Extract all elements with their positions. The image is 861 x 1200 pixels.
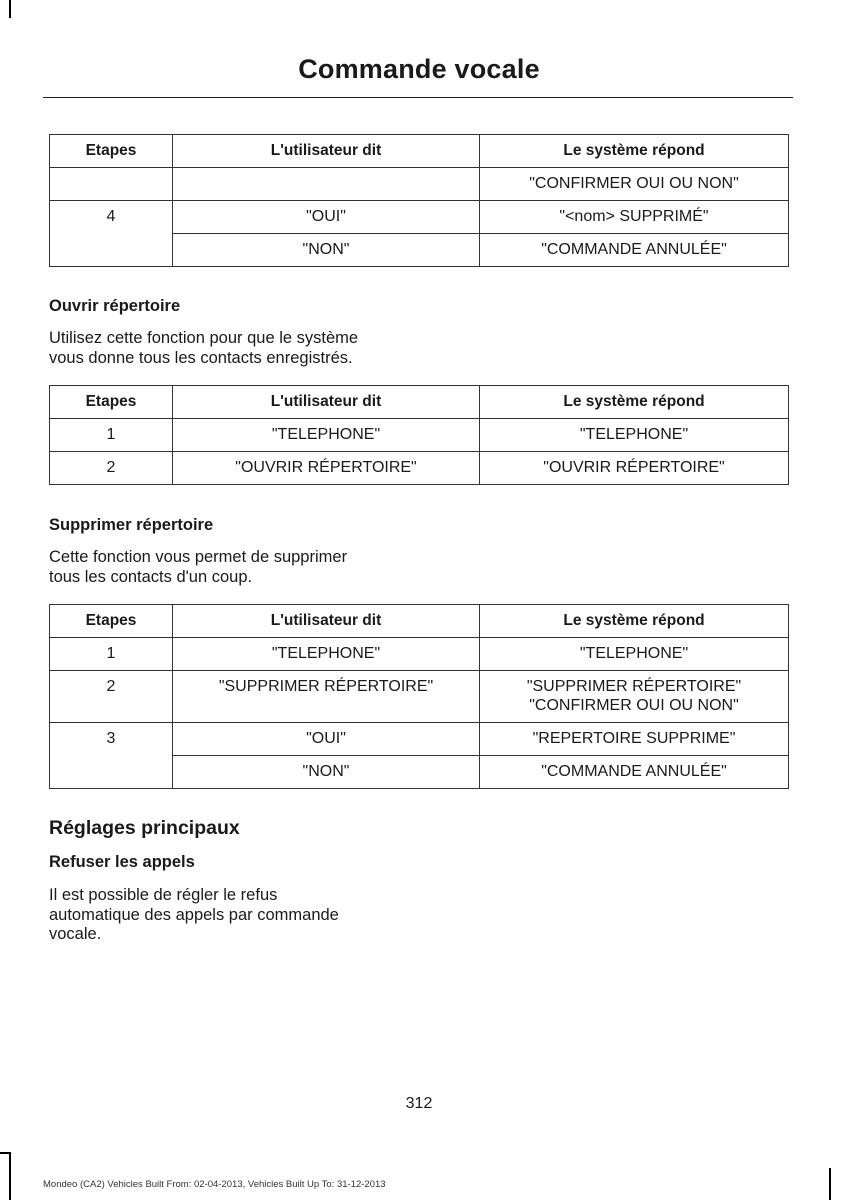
table-header-row	[50, 386, 789, 419]
text-line: vous donne tous les contacts enregistrés.	[49, 348, 353, 367]
subheading-reject-calls: Refuser les appels	[49, 853, 195, 871]
cell-system	[480, 671, 789, 723]
text-line: Il est possible de régler le refus	[49, 886, 278, 904]
col-header-system-responds: Le système répond	[480, 386, 789, 419]
table-header-row	[50, 605, 789, 638]
table-row	[50, 638, 789, 671]
cell-system: "COMMANDE ANNULÉE"	[480, 234, 789, 267]
cell-user: "OUI"	[173, 201, 480, 234]
table-row	[50, 723, 789, 756]
cell-step	[50, 168, 173, 201]
cell-system: "CONFIRMER OUI OU NON"	[480, 168, 789, 201]
table-row	[50, 201, 789, 234]
cell-system: "REPERTOIRE SUPPRIME"	[480, 723, 789, 756]
cell-step: 2	[50, 671, 173, 723]
col-header-system-responds: Le système répond	[480, 605, 789, 638]
crop-mark-top-left	[9, 0, 11, 18]
crop-mark-bottom-left-horizontal	[0, 1152, 11, 1154]
text-line: Utilisez cette fonction pour que le système	[49, 329, 359, 347]
cell-user: "NON"	[173, 756, 480, 789]
cell-system: "TELEPHONE"	[480, 419, 789, 452]
table-row	[50, 419, 789, 452]
page-title: Commande vocale	[298, 54, 540, 84]
cell-user: "OUVRIR RÉPERTOIRE"	[173, 452, 480, 485]
cell-user: "SUPPRIMER RÉPERTOIRE"	[173, 671, 480, 723]
col-header-steps: Etapes	[50, 605, 173, 638]
cell-system: "<nom> SUPPRIMÉ"	[480, 201, 789, 234]
crop-mark-bottom-left	[9, 1152, 11, 1200]
page-number: 312	[405, 1095, 433, 1112]
cell-step: 2	[50, 452, 173, 485]
col-header-user-says: L'utilisateur dit	[173, 605, 480, 638]
section-text-delete-directory	[49, 548, 419, 587]
crop-mark-bottom-right	[829, 1168, 831, 1200]
cell-user: "OUI"	[173, 723, 480, 756]
cell-step: 1	[50, 419, 173, 452]
cell-step: 1	[50, 638, 173, 671]
col-header-steps: Etapes	[50, 386, 173, 419]
section-heading-delete-directory: Supprimer répertoire	[49, 516, 214, 534]
cell-system-line: "SUPPRIMER RÉPERTOIRE"	[526, 678, 742, 695]
cell-system: "TELEPHONE"	[480, 638, 789, 671]
section-heading-main-settings: Réglages principaux	[49, 817, 240, 839]
table-open-directory	[49, 385, 789, 485]
cell-system: "COMMANDE ANNULÉE"	[480, 756, 789, 789]
table-delete-directory	[49, 604, 789, 789]
section-text-reject-calls	[49, 886, 419, 945]
table-row	[50, 168, 789, 201]
text-line: automatique des appels par commande	[49, 905, 339, 924]
text-line: vocale.	[49, 925, 102, 943]
cell-user	[173, 168, 480, 201]
table-row	[50, 671, 789, 723]
col-header-steps: Etapes	[50, 135, 173, 168]
col-header-system-responds: Le système répond	[480, 135, 789, 168]
section-text-open-directory	[49, 329, 419, 368]
table-delete-contact-continued	[49, 134, 789, 267]
col-header-user-says: L'utilisateur dit	[173, 135, 480, 168]
cell-system-line: "CONFIRMER OUI OU NON"	[529, 697, 739, 714]
cell-user: "TELEPHONE"	[173, 419, 480, 452]
text-line: Cette fonction vous permet de supprimer	[49, 548, 348, 566]
text-line: tous les contacts d'un coup.	[49, 567, 253, 586]
cell-user: "TELEPHONE"	[173, 638, 480, 671]
section-heading-open-directory: Ouvrir répertoire	[49, 297, 181, 315]
cell-system: "OUVRIR RÉPERTOIRE"	[480, 452, 789, 485]
col-header-user-says: L'utilisateur dit	[173, 386, 480, 419]
cell-user: "NON"	[173, 234, 480, 267]
cell-step: 4	[50, 201, 173, 267]
title-divider	[43, 97, 793, 98]
vehicle-info-footer: Mondeo (CA2) Vehicles Built From: 02-04-2013, Vehicles Built Up To: 31-12-2013	[43, 1179, 386, 1190]
table-row	[50, 452, 789, 485]
cell-step: 3	[50, 723, 173, 789]
table-header-row	[50, 135, 789, 168]
